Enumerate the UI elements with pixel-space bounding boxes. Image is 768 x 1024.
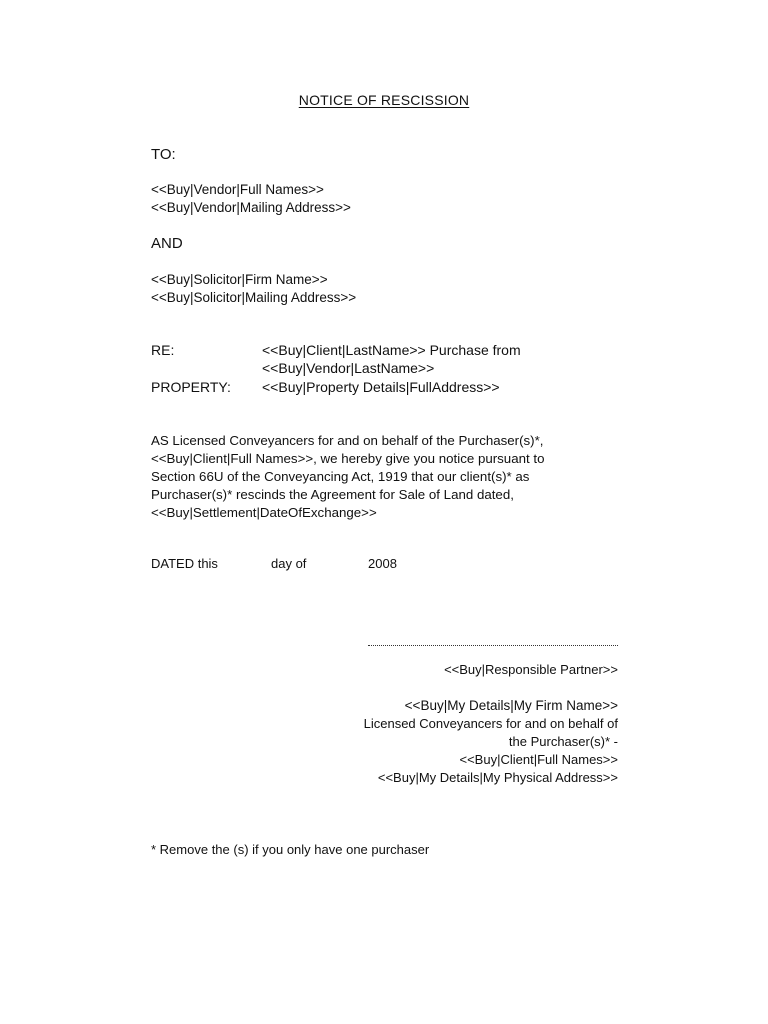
firm-name: <<Buy|My Details|My Firm Name>>	[404, 698, 618, 713]
signature-line-2: the Purchaser(s)* -	[508, 734, 618, 749]
document-title	[0, 92, 768, 108]
property-label: PROPERTY:	[151, 379, 231, 395]
solicitor-block	[151, 271, 356, 307]
solicitor-address: <<Buy|Solicitor|Mailing Address>>	[151, 290, 357, 305]
signature-line-1: Licensed Conveyancers for and on behalf of	[363, 716, 618, 731]
re-line-1: <<Buy|Client|LastName>> Purchase from	[262, 342, 521, 358]
re-line-2: <<Buy|Vendor|LastName>>	[262, 360, 435, 376]
dated-label: DATED this	[151, 556, 218, 571]
body-line: <<Buy|Settlement|DateOfExchange>>	[151, 505, 377, 520]
responsible-partner: <<Buy|Responsible Partner>>	[444, 662, 618, 677]
physical-address: <<Buy|My Details|My Physical Address>>	[377, 770, 618, 785]
property-value: <<Buy|Property Details|FullAddress>>	[262, 379, 500, 395]
to-label: TO:	[151, 146, 176, 163]
vendor-names: <<Buy|Vendor|Full Names>>	[151, 182, 324, 197]
body-line: Purchaser(s)* rescinds the Agreement for Sale of Land dated,	[151, 487, 514, 502]
body-line: Section 66U of the Conveyancing Act, 1919 that our client(s)* as	[151, 469, 530, 484]
year-value: 2008	[368, 556, 397, 571]
body-line: AS Licensed Conveyancers for and on behalf of the Purchaser(s)*,	[151, 433, 544, 448]
re-label: RE:	[151, 342, 175, 358]
and-label: AND	[151, 235, 183, 252]
body-paragraph	[151, 432, 544, 522]
signature-line	[368, 645, 618, 646]
solicitor-firm: <<Buy|Solicitor|Firm Name>>	[151, 272, 328, 287]
vendor-block	[151, 181, 351, 217]
body-line: <<Buy|Client|Full Names>>, we hereby give you notice pursuant to	[151, 451, 545, 466]
client-names: <<Buy|Client|Full Names>>	[459, 752, 618, 767]
vendor-address: <<Buy|Vendor|Mailing Address>>	[151, 200, 351, 215]
title-text: NOTICE OF RESCISSION	[298, 92, 470, 108]
day-of-label: day of	[271, 556, 307, 571]
footnote: * Remove the (s) if you only have one purchaser	[151, 842, 430, 857]
